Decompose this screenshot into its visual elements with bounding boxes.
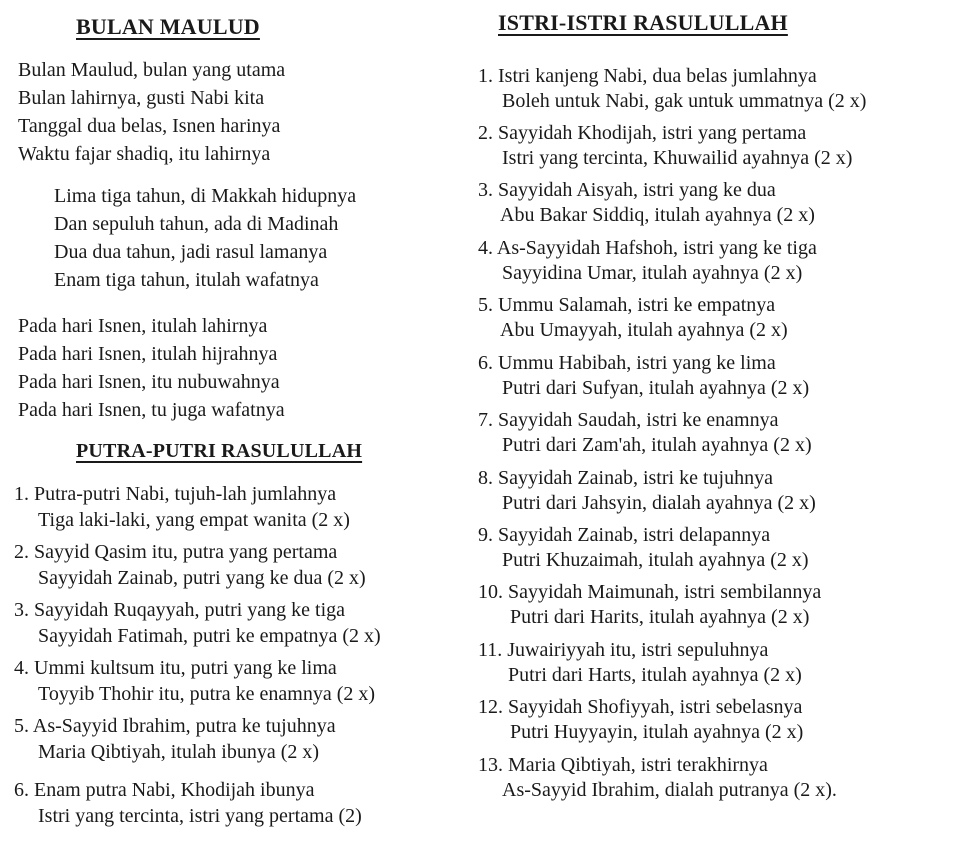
verse-line: Bulan lahirnya, gusti Nabi kita	[18, 87, 265, 109]
list-item-line-1: 2. Sayyidah Khodijah, istri yang pertama	[478, 122, 807, 144]
list-item-line-1: 12. Sayyidah Shofiyyah, istri sebelasnya	[478, 696, 803, 718]
verse-line: Dua dua tahun, jadi rasul lamanya	[54, 241, 328, 263]
list-item-line-2: Istri yang tercinta, Khuwailid ayahnya (2 x)	[502, 147, 853, 169]
list-item-line-2: Sayyidina Umar, itulah ayahnya (2 x)	[502, 262, 803, 284]
verse-line: Tanggal dua belas, Isnen harinya	[18, 115, 281, 137]
list-item-line-2: Putri dari Harts, itulah ayahnya (2 x)	[508, 664, 802, 686]
list-item-line-1: 13. Maria Qibtiyah, istri terakhirnya	[478, 754, 768, 776]
list-item-line-2: Boleh untuk Nabi, gak untuk ummatnya (2 x)	[502, 90, 867, 112]
list-item-line-1: 10. Sayyidah Maimunah, istri sembilannya	[478, 581, 822, 603]
istri-istri-title: ISTRI-ISTRI RASULULLAH	[498, 10, 788, 35]
verse-line: Pada hari Isnen, itu nubuwahnya	[18, 371, 280, 393]
list-item-line-2: Putri dari Harits, itulah ayahnya (2 x)	[510, 606, 810, 628]
list-item-line-2: Putri dari Jahsyin, dialah ayahnya (2 x)	[502, 492, 816, 514]
list-item-line-2: Abu Umayyah, itulah ayahnya (2 x)	[500, 319, 788, 341]
list-item-line-1: 11. Juwairiyyah itu, istri sepuluhnya	[478, 639, 769, 661]
list-item-line-2: Putri dari Zam'ah, itulah ayahnya (2 x)	[502, 434, 812, 456]
list-item-line-1: 2. Sayyid Qasim itu, putra yang pertama	[14, 541, 338, 563]
list-item-line-1: 1. Istri kanjeng Nabi, dua belas jumlahnya	[478, 65, 817, 87]
list-item-line-2: Sayyidah Fatimah, putri ke empatnya (2 x)	[38, 625, 381, 647]
list-item-line-1: 5. As-Sayyid Ibrahim, putra ke tujuhnya	[14, 715, 336, 737]
list-item-line-1: 4. Ummi kultsum itu, putri yang ke lima	[14, 657, 337, 679]
list-item-line-2: Toyyib Thohir itu, putra ke enamnya (2 x)	[38, 683, 376, 705]
list-item-line-2: Istri yang tercinta, istri yang pertama (2)	[38, 805, 362, 827]
verse-line: Bulan Maulud, bulan yang utama	[18, 59, 286, 81]
verse-line: Pada hari Isnen, tu juga wafatnya	[18, 399, 285, 421]
list-item-line-2: Putri dari Sufyan, itulah ayahnya (2 x)	[502, 377, 810, 399]
list-item-line-1: 3. Sayyidah Aisyah, istri yang ke dua	[478, 179, 776, 201]
list-item-line-2: Sayyidah Zainab, putri yang ke dua (2 x)	[38, 567, 366, 589]
list-item-line-1: 3. Sayyidah Ruqayyah, putri yang ke tiga	[14, 599, 346, 621]
list-item-line-1: 7. Sayyidah Saudah, istri ke enamnya	[478, 409, 779, 431]
list-item-line-1: 1. Putra-putri Nabi, tujuh-lah jumlahnya	[14, 483, 337, 505]
verse-line: Waktu fajar shadiq, itu lahirnya	[18, 143, 271, 165]
verse-line: Pada hari Isnen, itulah lahirnya	[18, 315, 268, 337]
verse-line: Lima tiga tahun, di Makkah hidupnya	[54, 185, 357, 207]
list-item-line-1: 8. Sayyidah Zainab, istri ke tujuhnya	[478, 467, 773, 489]
list-item-line-1: 6. Ummu Habibah, istri yang ke lima	[478, 352, 776, 374]
verse-line: Dan sepuluh tahun, ada di Madinah	[54, 213, 339, 235]
bulan-maulud-title: BULAN MAULUD	[76, 14, 260, 39]
list-item-line-2: Maria Qibtiyah, itulah ibunya (2 x)	[38, 741, 320, 763]
list-item-line-1: 9. Sayyidah Zainab, istri delapannya	[478, 524, 771, 546]
list-item-line-2: As-Sayyid Ibrahim, dialah putranya (2 x).	[502, 779, 837, 801]
verse-line: Pada hari Isnen, itulah hijrahnya	[18, 343, 278, 365]
list-item-line-1: 5. Ummu Salamah, istri ke empatnya	[478, 294, 776, 316]
list-item-line-1: 4. As-Sayyidah Hafshoh, istri yang ke tiga	[478, 237, 817, 259]
putra-putri-title: PUTRA-PUTRI RASULULLAH	[76, 440, 363, 462]
verse-line: Enam tiga tahun, itulah wafatnya	[54, 269, 319, 291]
list-item-line-2: Tiga laki-laki, yang empat wanita (2 x)	[38, 509, 350, 531]
list-item-line-2: Abu Bakar Siddiq, itulah ayahnya (2 x)	[500, 204, 815, 226]
list-item-line-1: 6. Enam putra Nabi, Khodijah ibunya	[14, 779, 315, 801]
list-item-line-2: Putri Khuzaimah, itulah ayahnya (2 x)	[502, 549, 809, 571]
list-item-line-2: Putri Huyyayin, itulah ayahnya (2 x)	[510, 721, 804, 743]
